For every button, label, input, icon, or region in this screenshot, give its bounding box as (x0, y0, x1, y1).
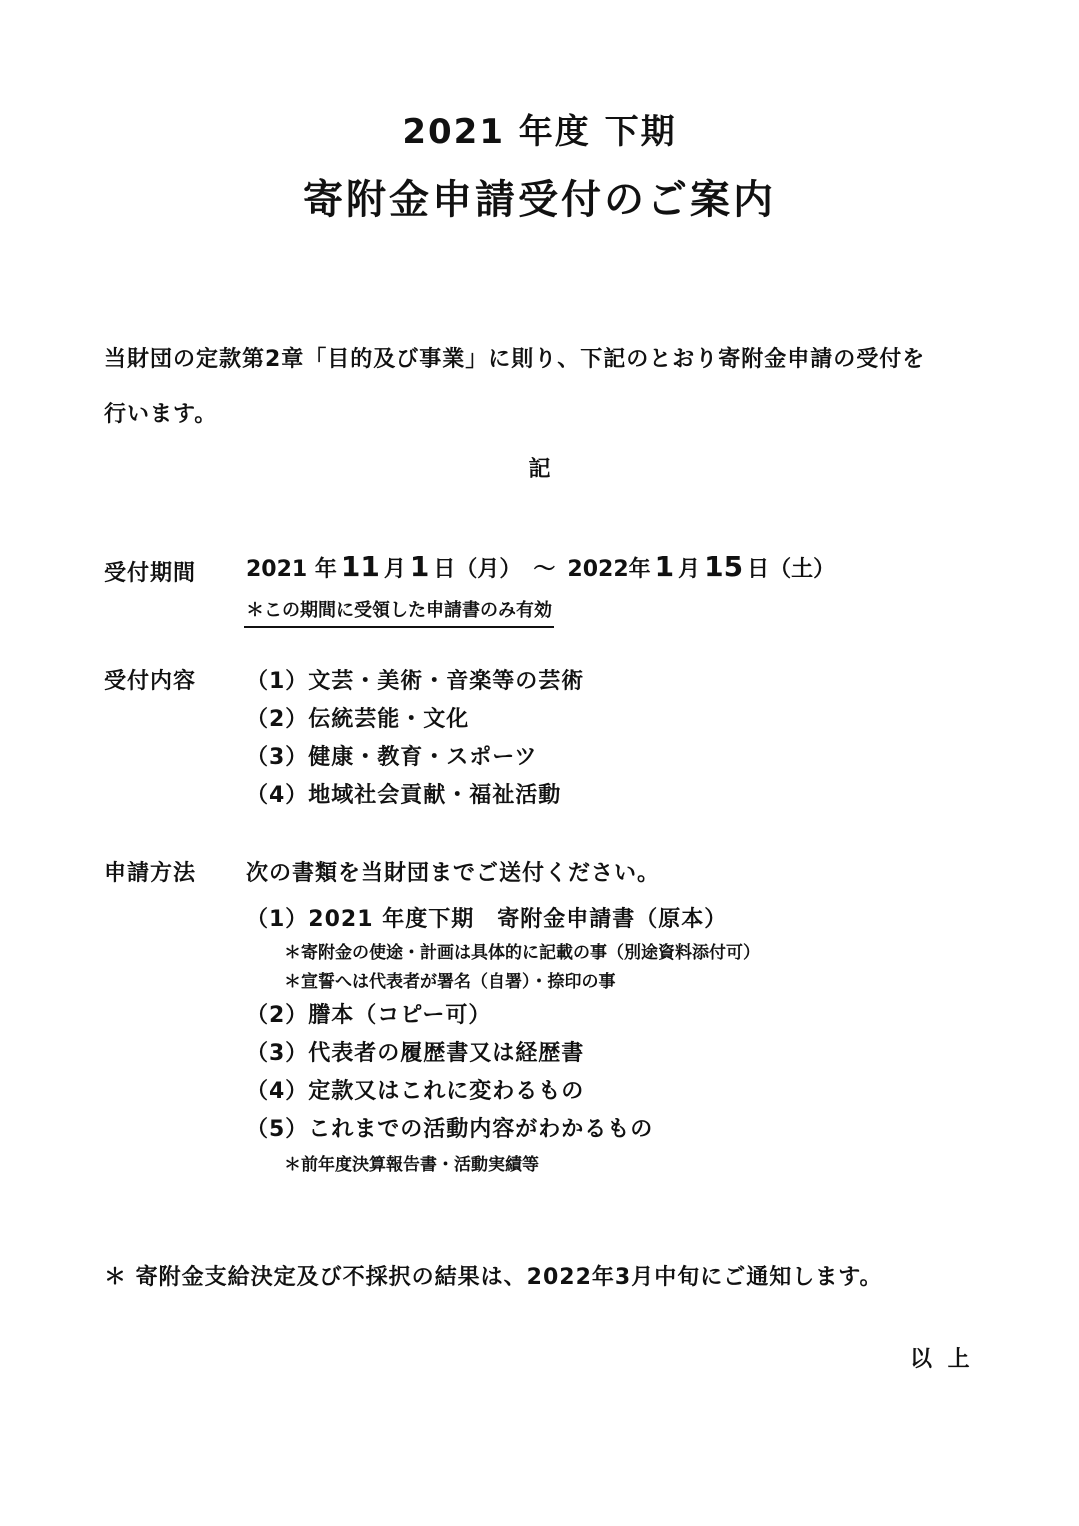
application-method-label: 申請方法 (104, 861, 197, 886)
month-unit-2: 月 (678, 557, 701, 582)
reception-period-label: 受付期間 (104, 561, 197, 586)
method-item-4: （4）定款又はこれに変わるもの (246, 1079, 585, 1104)
reception-content-label: 受付内容 (104, 669, 197, 694)
end-day-suffix: 日（土） (747, 557, 836, 582)
start-year: 2021 年 (246, 557, 337, 582)
content-item-3: （3）健康・教育・スポーツ (246, 745, 538, 770)
method-item-5-note: ＊前年度決算報告書・活動実績等 (284, 1155, 539, 1175)
ki-heading: 記 (528, 457, 551, 482)
start-day-suffix: 日（月） (433, 557, 522, 582)
tilde: ～ (533, 557, 556, 582)
end-day: 15 (704, 550, 744, 583)
month-unit-1: 月 (383, 557, 406, 582)
footer-note: ＊ 寄附金支給決定及び不採択の結果は、2022年3月中旬にご通知します。 (104, 1265, 883, 1290)
start-month: 11 (340, 550, 380, 583)
method-item-1: （1）2021 年度下期 寄附金申請書（原本） (246, 907, 728, 932)
content-item-4: （4）地域社会貢献・福祉活動 (246, 783, 562, 808)
method-item-3: （3）代表者の履歴書又は経歴書 (246, 1041, 585, 1066)
start-day: 1 (409, 550, 430, 583)
application-lead: 次の書類を当財団までご送付ください。 (246, 861, 661, 886)
content-item-1: （1）文芸・美術・音楽等の芸術 (246, 669, 585, 694)
reception-period-dates (246, 550, 835, 583)
method-item-1-note-1: ＊寄附金の使途・計画は具体的に記載の事（別途資料添付可） (284, 943, 760, 963)
end-month: 1 (654, 550, 675, 583)
title-line-1: 2021 年度 下期 (402, 112, 677, 152)
period-note: ＊この期間に受領した申請書のみ有効 (244, 596, 554, 628)
end-year: 2022年 (567, 557, 651, 582)
intro-line-2: 行います。 (104, 402, 218, 427)
intro-line-1: 当財団の定款第2章「目的及び事業」に則り、下記のとおり寄附金申請の受付を (104, 347, 926, 372)
method-item-2: （2）謄本（コピー可） (246, 1003, 492, 1028)
method-item-1-note-2: ＊宣誓へは代表者が署名（自署）・捺印の事 (284, 972, 616, 992)
title-line-2: 寄附金申請受付のご案内 (303, 177, 776, 223)
content-item-2: （2）伝統芸能・文化 (246, 707, 470, 732)
closing-mark: 以 上 (910, 1347, 974, 1372)
method-item-5: （5）これまでの活動内容がわかるもの (246, 1117, 654, 1142)
